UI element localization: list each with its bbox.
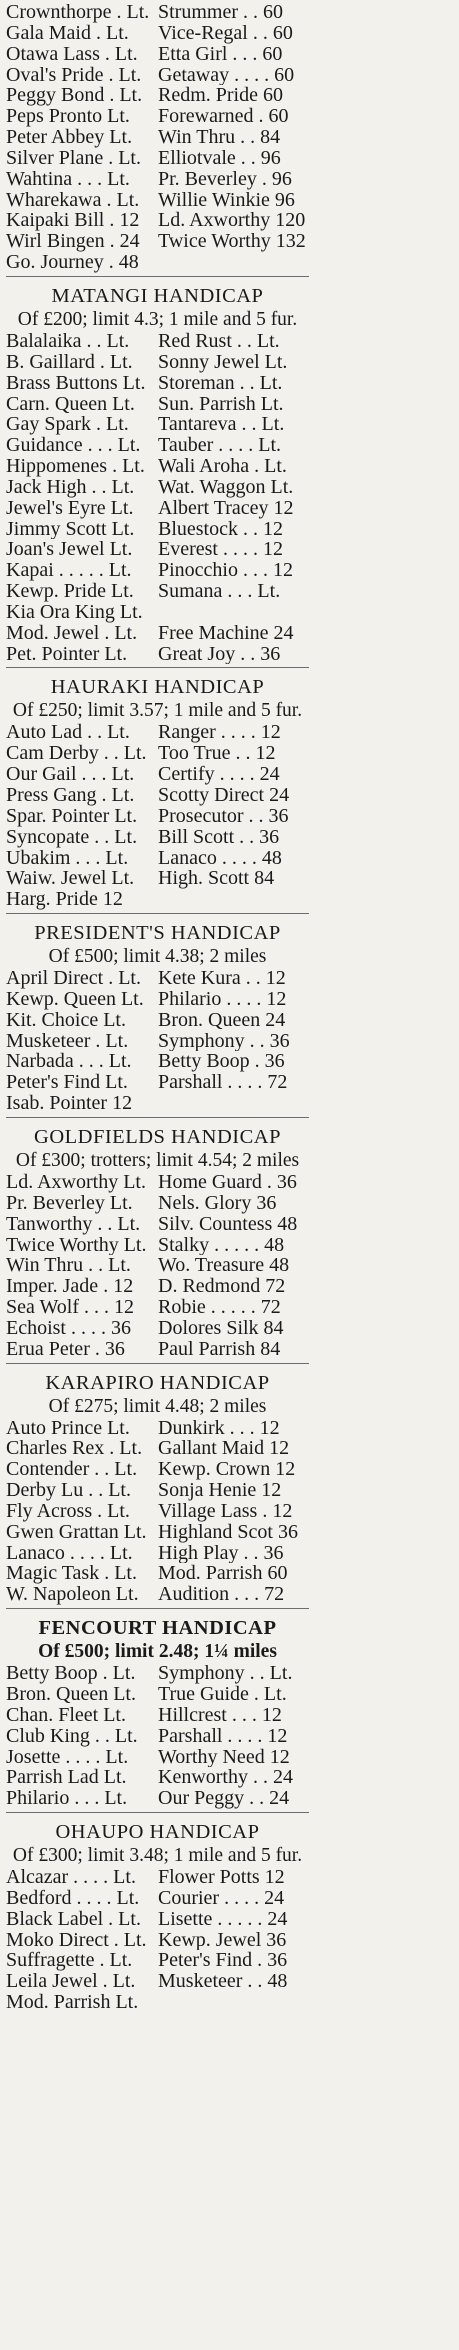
entry-left: Magic Task . Lt.: [6, 1563, 137, 1585]
entry-right: Etta Girl . . . 60: [158, 43, 283, 65]
entry-right: Tauber . . . . Lt.: [158, 435, 282, 457]
entry-left: Gwen Grattan Lt.: [6, 1521, 147, 1543]
entry-left: Twice Worthy Lt.: [6, 1234, 147, 1256]
entry-row: [6, 1684, 309, 1705]
entry-row: [6, 1663, 309, 1684]
entry-left: B. Gaillard . Lt.: [6, 351, 133, 373]
entry-row: [6, 252, 309, 273]
entry-right: Redm. Pride 60: [158, 85, 283, 107]
entry-row: [6, 743, 309, 764]
entry-right: Sonny Jewel Lt.: [158, 351, 288, 373]
entry-right: Musketeer . . 48: [158, 1971, 288, 1993]
entry-right: Bill Scott . . 36: [158, 826, 280, 848]
entry-right: Bluestock . . 12: [158, 518, 283, 540]
race-conditions: Of £500; limit 2.48; 1¼ miles: [38, 1641, 277, 1663]
race-title: FENCOURT HANDICAP: [38, 1617, 277, 1640]
entry-left: Syncopate . . Lt.: [6, 826, 138, 848]
entry-row: [6, 1072, 309, 1093]
entry-left: Peps Pronto Lt.: [6, 106, 130, 128]
entry-left: Kapai . . . . . Lt.: [6, 560, 132, 582]
entry-right: Forewarned . 60: [158, 106, 289, 128]
entry-left: Leila Jewel . Lt.: [6, 1971, 136, 1993]
entry-right: Everest . . . . 12: [158, 539, 283, 561]
entry-right: Dunkirk . . . 12: [158, 1417, 280, 1439]
entry-right: Sumana . . . Lt.: [158, 581, 281, 602]
entry-left: Wirl Bingen . 24: [6, 231, 140, 253]
entry-right: Robie . . . . . 72: [158, 1297, 281, 1318]
entry-left: Jewel's Eyre Lt.: [6, 497, 134, 519]
entry-left: Alcazar . . . . Lt.: [6, 1867, 136, 1888]
entry-right: Flower Potts 12: [158, 1867, 285, 1888]
entry-right: [158, 1992, 309, 2013]
entry-row: [6, 1705, 309, 1726]
entry-left: Spar. Pointer Lt.: [6, 805, 138, 827]
entry-row: [6, 1909, 309, 1930]
entry-row: [6, 519, 309, 540]
entry-row: [6, 644, 309, 665]
entry-left: Imper. Jade . 12: [6, 1276, 134, 1298]
entry-row: [6, 827, 309, 848]
entry-left: Cam Derby . . Lt.: [6, 743, 147, 765]
continued-entries: [6, 2, 309, 273]
entry-right: Nels. Glory 36: [158, 1192, 277, 1214]
entry-right: Strummer . . 60: [158, 2, 283, 23]
entry-right: Ld. Axworthy 120: [158, 210, 306, 232]
entry-right: Symphony . . 36: [158, 1030, 290, 1052]
entry-left: Silver Plane . Lt.: [6, 147, 141, 169]
entry-left: Mod. Parrish Lt.: [6, 1992, 139, 2013]
entry-left: Go. Journey . 48: [6, 252, 139, 273]
entry-right: Lanaco . . . . 48: [158, 847, 282, 869]
entry-right: Kete Kura . . 12: [158, 968, 286, 989]
entry-left: Hippomenes . Lt.: [6, 456, 145, 477]
entry-left: Derby Lu . . Lt.: [6, 1480, 131, 1501]
entry-left: Chan. Fleet Lt.: [6, 1704, 126, 1726]
entry-left: Sea Wolf . . . 12: [6, 1297, 135, 1318]
race-title: OHAUPO HANDICAP: [55, 1821, 260, 1844]
entry-right: [158, 1093, 309, 1114]
entry-row: [6, 1255, 309, 1276]
entry-right: Albert Tracey 12: [158, 497, 294, 519]
entry-row: [6, 1522, 309, 1543]
entry-left: Auto Lad . . Lt.: [6, 722, 130, 744]
race-section: [6, 1817, 309, 2013]
entry-right: Wo. Treasure 48: [158, 1255, 290, 1277]
entry-left: Narbada . . . Lt.: [6, 1051, 132, 1073]
entry-row: [6, 1031, 309, 1052]
entry-left: Ubakim . . . Lt.: [6, 847, 129, 869]
section-divider: [6, 1608, 309, 1609]
entry-left: Contender . . Lt.: [6, 1459, 138, 1481]
entry-left: Echoist . . . . 36: [6, 1317, 131, 1339]
race-conditions: Of £250; limit 3.57; 1 mile and 5 fur.: [12, 700, 303, 722]
entry-right: Willie Winkie 96: [158, 189, 295, 211]
entry-left: Black Label . Lt.: [6, 1908, 141, 1930]
entry-left: Charles Rex . Lt.: [6, 1438, 143, 1460]
entry-right: Kewp. Crown 12: [158, 1459, 296, 1481]
entry-left: Win Thru . . Lt.: [6, 1255, 131, 1277]
race-section: [6, 1122, 309, 1360]
race-title: KARAPIRO HANDICAP: [45, 1371, 270, 1394]
entry-left: Tanworthy . . Lt.: [6, 1213, 141, 1235]
entry-left: Wahtina . . . Lt.: [6, 168, 130, 190]
race-section: [6, 918, 309, 1114]
entry-row: [6, 85, 309, 106]
entry-right: True Guide . Lt.: [158, 1684, 287, 1705]
race-conditions: Of £200; limit 4.3; 1 mile and 5 fur.: [17, 308, 298, 330]
section-divider: [6, 1363, 309, 1364]
entry-row: [6, 989, 309, 1010]
entry-right: Kenworthy . . 24: [158, 1767, 293, 1789]
entry-right: Courier . . . . 24: [158, 1887, 285, 1909]
entry-left: Auto Prince Lt.: [6, 1417, 130, 1439]
entry-right: High Play . . 36: [158, 1542, 284, 1564]
entry-row: [6, 1093, 309, 1114]
section-divider: [6, 1117, 309, 1118]
entry-row: [6, 127, 309, 148]
entry-row: [6, 1318, 309, 1339]
entry-right: Mod. Parrish 60: [158, 1563, 288, 1585]
entry-right: Elliotvale . . 96: [158, 147, 281, 169]
entry-left: Jimmy Scott Lt.: [6, 518, 135, 540]
entry-right: Peter's Find . 36: [158, 1950, 288, 1972]
entry-row: [6, 539, 309, 560]
entry-row: [6, 352, 309, 373]
entry-left: Joan's Jewel Lt.: [6, 539, 133, 561]
race-conditions: Of £500; limit 4.38; 2 miles: [48, 946, 267, 968]
entry-left: Harg. Pride 12: [6, 889, 123, 911]
entry-left: Fly Across . Lt.: [6, 1500, 130, 1522]
entry-row: [6, 722, 309, 743]
entry-left: Balalaika . . Lt.: [6, 330, 130, 352]
entry-row: [6, 106, 309, 127]
entry-left: Guidance . . . Lt.: [6, 435, 141, 457]
entry-right: Bron. Queen 24: [158, 1009, 286, 1031]
entry-row: [6, 1867, 309, 1888]
race-title: HAURAKI HANDICAP: [50, 676, 265, 699]
entry-left: Suffragette . Lt.: [6, 1950, 133, 1972]
entry-left: Kaipaki Bill . 12: [6, 210, 140, 232]
entry-left: Kewp. Pride Lt.: [6, 581, 134, 602]
entry-right: Village Lass . 12: [158, 1500, 293, 1522]
entry-row: [6, 435, 309, 456]
entry-right: Paul Parrish 84: [158, 1338, 281, 1360]
race-section: [6, 1613, 309, 1809]
entry-left: Club King . . Lt.: [6, 1725, 138, 1747]
entry-right: Too True . . 12: [158, 743, 276, 765]
entry-left: Ld. Axworthy Lt.: [6, 1171, 146, 1193]
entry-row: [6, 231, 309, 252]
entry-row: [6, 1971, 309, 1992]
entry-row: [6, 848, 309, 869]
entry-right: Great Joy . . 36: [158, 643, 281, 665]
entry-right: [158, 602, 309, 623]
entry-left: Gala Maid . Lt.: [6, 22, 129, 44]
entry-right: Pinocchio . . . 12: [158, 560, 293, 582]
entry-left: W. Napoleon Lt.: [6, 1584, 139, 1606]
entry-row: [6, 1438, 309, 1459]
entry-right: Red Rust . . Lt.: [158, 330, 280, 352]
entry-row: [6, 1214, 309, 1235]
entry-row: [6, 1339, 309, 1360]
entry-right: Certify . . . . 24: [158, 764, 280, 785]
entry-row: [6, 23, 309, 44]
entry-right: Vice-Regal . . 60: [158, 22, 293, 44]
race-section: [6, 281, 309, 665]
entry-left: Crownthorpe . Lt.: [6, 2, 150, 23]
entry-left: Philario . . . Lt.: [6, 1788, 128, 1810]
entry-row: [6, 1543, 309, 1564]
race-conditions: Of £275; limit 4.48; 2 miles: [48, 1395, 267, 1417]
entry-right: Scotty Direct 24: [158, 785, 290, 806]
entry-right: Betty Boop . 36: [158, 1051, 285, 1073]
entry-left: Pet. Pointer Lt.: [6, 643, 128, 665]
entry-left: Parrish Lad Lt.: [6, 1767, 127, 1789]
race-title: GOLDFIELDS HANDICAP: [34, 1125, 281, 1148]
entry-left: Mod. Jewel . Lt.: [6, 622, 138, 644]
entry-right: Parshall . . . . 72: [158, 1072, 288, 1094]
section-divider: [6, 913, 309, 914]
section-divider: [6, 276, 309, 277]
entry-left: Pr. Beverley Lt.: [6, 1192, 133, 1214]
entry-row: [6, 806, 309, 827]
entry-right: Worthy Need 12: [158, 1746, 290, 1768]
entry-right: Kewp. Jewel 36: [158, 1929, 287, 1951]
entry-left: Betty Boop . Lt.: [6, 1663, 136, 1684]
entry-right: Pr. Beverley . 96: [158, 168, 292, 190]
entry-row: [6, 1788, 309, 1809]
entry-row: [6, 623, 309, 644]
entry-left: Bron. Queen Lt.: [6, 1684, 136, 1705]
entry-right: Twice Worthy 132: [158, 231, 306, 253]
entry-left: Gay Spark . Lt.: [6, 414, 129, 436]
entry-right: Getaway . . . . 60: [158, 64, 295, 86]
entry-right: Prosecutor . . 36: [158, 805, 289, 827]
entry-left: Lanaco . . . . Lt.: [6, 1542, 133, 1564]
entry-right: Hillcrest . . . 12: [158, 1704, 282, 1726]
entry-row: [6, 456, 309, 477]
entry-row: [6, 1747, 309, 1768]
entry-right: Sun. Parrish Lt.: [158, 393, 284, 415]
entry-left: Waiw. Jewel Lt.: [6, 868, 135, 890]
entry-right: Highland Scot 36: [158, 1521, 298, 1543]
entry-row: [6, 764, 309, 785]
entry-row: [6, 1563, 309, 1584]
entry-left: Erua Peter . 36: [6, 1338, 125, 1360]
entry-right: Our Peggy . . 24: [158, 1788, 290, 1810]
entry-right: Silv. Countess 48: [158, 1213, 298, 1235]
entry-row: [6, 581, 309, 602]
entry-row: [6, 785, 309, 806]
race-section: [6, 672, 309, 910]
entry-left: Our Gail . . . Lt.: [6, 764, 135, 785]
entry-right: Free Machine 24: [158, 622, 294, 644]
entry-left: Press Gang . Lt.: [6, 785, 135, 806]
entry-right: Win Thru . . 84: [158, 127, 281, 148]
entry-left: Kia Ora King Lt.: [6, 601, 143, 623]
entry-right: Dolores Silk 84: [158, 1317, 284, 1339]
entry-row: [6, 2, 309, 23]
entry-row: [6, 968, 309, 989]
entry-row: [6, 1767, 309, 1788]
entry-row: [6, 373, 309, 394]
entry-right: Tantareva . . Lt.: [158, 414, 285, 436]
entry-right: Audition . . . 72: [158, 1584, 285, 1606]
entry-left: April Direct . Lt.: [6, 968, 141, 989]
entry-row: [6, 331, 309, 352]
entry-row: [6, 1418, 309, 1439]
section-divider: [6, 1812, 309, 1813]
entry-left: Kit. Choice Lt.: [6, 1009, 126, 1031]
entry-row: [6, 1459, 309, 1480]
entry-right: [158, 252, 309, 273]
entry-row: [6, 1276, 309, 1297]
entry-right: Gallant Maid 12: [158, 1438, 290, 1460]
entry-left: Kewp. Queen Lt.: [6, 988, 144, 1010]
entry-row: [6, 44, 309, 65]
entry-right: Parshall . . . . 12: [158, 1725, 288, 1747]
entry-right: [158, 889, 309, 910]
entry-row: [6, 414, 309, 435]
entry-right: High. Scott 84: [158, 868, 275, 890]
entry-row: [6, 889, 309, 910]
entry-left: Jack High . . Lt.: [6, 476, 135, 498]
race-conditions: Of £300; limit 3.48; 1 mile and 5 fur.: [12, 1845, 303, 1867]
entry-row: [6, 1501, 309, 1522]
entry-right: Stalky . . . . . 48: [158, 1234, 285, 1256]
entry-right: Wat. Waggon Lt.: [158, 476, 294, 498]
entry-row: [6, 1930, 309, 1951]
entry-left: Peter Abbey Lt.: [6, 127, 133, 148]
entry-row: [6, 65, 309, 86]
entry-row: [6, 1726, 309, 1747]
race-section: [6, 1368, 309, 1606]
entry-right: Philario . . . . 12: [158, 988, 287, 1010]
entry-row: [6, 190, 309, 211]
entry-left: Peter's Find Lt.: [6, 1072, 128, 1094]
entry-row: [6, 1051, 309, 1072]
entry-row: [6, 169, 309, 190]
entry-left: Josette . . . . Lt.: [6, 1746, 129, 1768]
entry-left: Otawa Lass . Lt.: [6, 43, 138, 65]
entry-right: Wali Aroha . Lt.: [158, 456, 287, 477]
entry-row: [6, 1010, 309, 1031]
race-title: MATANGI HANDICAP: [51, 284, 264, 307]
entry-row: [6, 148, 309, 169]
race-conditions: Of £300; trotters; limit 4.54; 2 miles: [15, 1149, 300, 1171]
race-title: PRESIDENT'S HANDICAP: [34, 922, 281, 945]
entry-row: [6, 868, 309, 889]
entry-row: [6, 1992, 309, 2013]
section-divider: [6, 667, 309, 668]
entry-left: Peggy Bond . Lt.: [6, 85, 143, 107]
entry-right: Lisette . . . . . 24: [158, 1908, 288, 1930]
entry-row: [6, 1193, 309, 1214]
entry-right: Sonja Henie 12: [158, 1480, 282, 1501]
entry-row: [6, 1297, 309, 1318]
entry-row: [6, 210, 309, 231]
entry-row: [6, 1235, 309, 1256]
entry-left: Bedford . . . . Lt.: [6, 1887, 140, 1909]
entry-row: [6, 1480, 309, 1501]
entry-right: Ranger . . . . 12: [158, 722, 281, 744]
entry-left: Isab. Pointer 12: [6, 1093, 133, 1114]
entry-row: [6, 560, 309, 581]
entry-right: Storeman . . Lt.: [158, 372, 283, 394]
entry-row: [6, 1950, 309, 1971]
entry-right: Symphony . . Lt.: [158, 1663, 293, 1684]
entry-left: Musketeer . Lt.: [6, 1030, 129, 1052]
entry-row: [6, 602, 309, 623]
entry-left: Brass Buttons Lt.: [6, 372, 146, 394]
entry-row: [6, 394, 309, 415]
entry-row: [6, 498, 309, 519]
entry-right: Home Guard . 36: [158, 1171, 297, 1193]
entry-left: Oval's Pride . Lt.: [6, 64, 142, 86]
entry-row: [6, 1888, 309, 1909]
entry-row: [6, 1172, 309, 1193]
entry-row: [6, 1584, 309, 1605]
entry-left: Moko Direct . Lt.: [6, 1929, 147, 1951]
entry-row: [6, 477, 309, 498]
entry-left: Wharekawa . Lt.: [6, 189, 140, 211]
entry-left: Carn. Queen Lt.: [6, 393, 135, 415]
entry-right: D. Redmond 72: [158, 1276, 286, 1298]
